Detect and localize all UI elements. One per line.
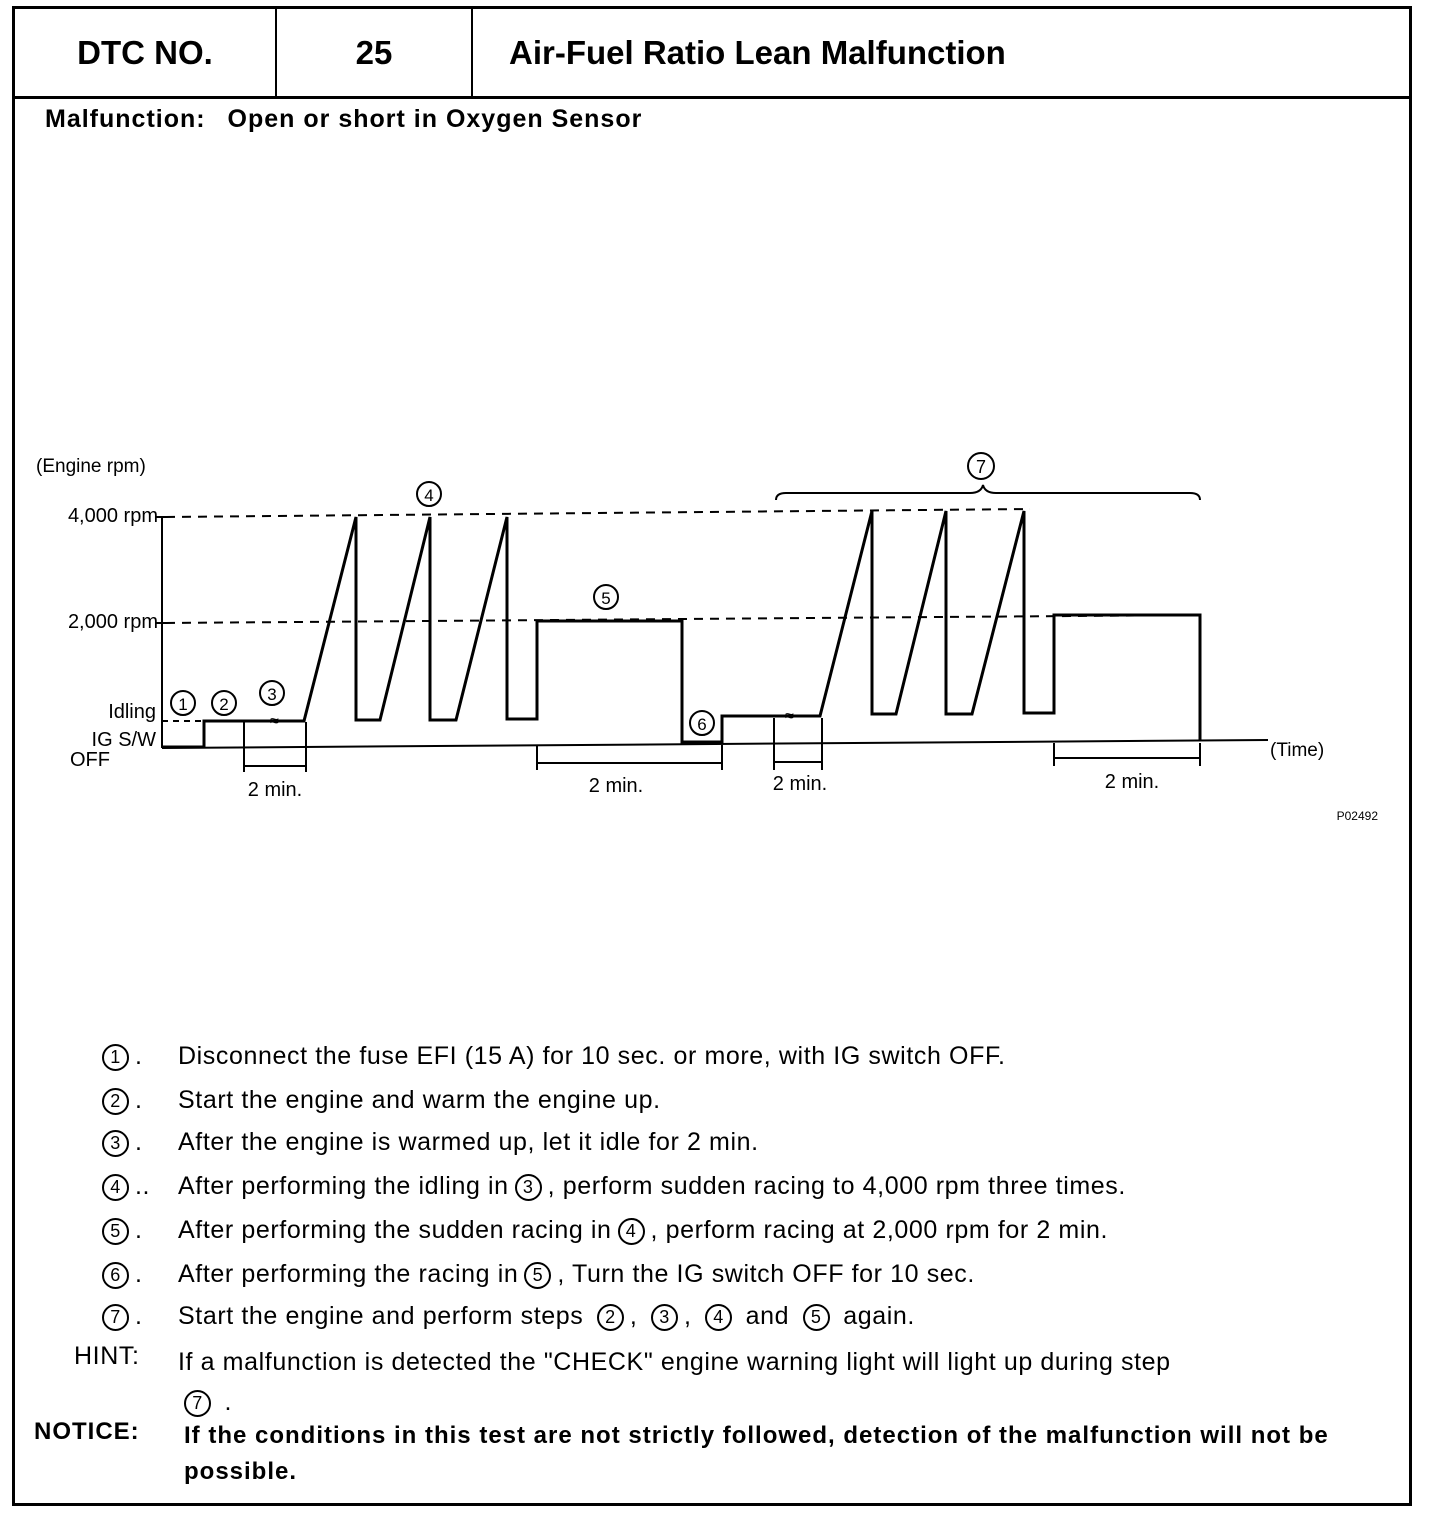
step-number-4: 4 xyxy=(102,1174,129,1201)
rpm-trace xyxy=(162,511,1200,747)
duration-bracket-4 xyxy=(1054,743,1200,766)
hint-step-ref: 7 xyxy=(184,1390,211,1417)
step-ref-5: 5 xyxy=(524,1262,551,1289)
step-number-7: 7 xyxy=(102,1304,129,1331)
malfunction-text: Open or short in Oxygen Sensor xyxy=(227,105,643,133)
y-tick-2000: 2,000 rpm xyxy=(67,611,158,633)
svg-text:4: 4 xyxy=(424,486,434,505)
y-axis-title: (Engine rpm) xyxy=(36,456,146,477)
dtc-number: 25 xyxy=(277,9,473,96)
y-tick-ig-sw: IG S/W xyxy=(91,729,156,751)
step-marker-2 xyxy=(212,691,236,715)
svg-text:5: 5 xyxy=(601,589,611,608)
step-number-1: 1 xyxy=(102,1044,129,1071)
step-text-2: Start the engine and warm the engine up. xyxy=(178,1086,661,1114)
step-text-7: Start the engine and perform steps 2 , 3 , 4 and 5 again. xyxy=(178,1302,915,1330)
notice-label: NOTICE: xyxy=(34,1418,140,1445)
svg-text:7: 7 xyxy=(975,457,987,477)
step-marker-6 xyxy=(690,711,714,735)
ref-line-4000 xyxy=(166,509,1030,517)
y-tick-off: OFF xyxy=(70,749,110,771)
y-tick-idling: Idling xyxy=(108,701,156,723)
dtc-label: DTC NO. xyxy=(15,9,277,96)
step-7-brace xyxy=(776,485,1200,500)
step-ref-3: 3 xyxy=(515,1174,542,1201)
malfunction-label: Malfunction: xyxy=(45,105,206,133)
step-text-5: After performing the sudden racing in 4 , perform racing at 2,000 rpm for 2 min. xyxy=(178,1216,1109,1244)
step-number-2: 2 xyxy=(102,1088,129,1115)
hint-text: If a malfunction is detected the "CHECK" engine warning light will light up during step 7 . xyxy=(178,1348,1171,1416)
step-ref-4: 4 xyxy=(618,1218,645,1245)
dtc-title: Air-Fuel Ratio Lean Malfunction xyxy=(509,33,1006,71)
step-number-6: 6 xyxy=(102,1262,129,1289)
break-mark-2: ≈ xyxy=(785,708,794,725)
svg-text:1: 1 xyxy=(178,695,188,714)
duration-label-2: 2 min. xyxy=(588,775,644,797)
step-number-3: 3 xyxy=(102,1130,129,1157)
x-axis-title: (Time) xyxy=(1270,740,1325,761)
y-tick-4000: 4,000 rpm xyxy=(67,505,158,527)
step-marker-7 xyxy=(968,453,994,479)
step-marker-3 xyxy=(260,681,284,705)
svg-text:6: 6 xyxy=(697,715,707,734)
duration-label-3: 2 min. xyxy=(772,773,828,795)
step-marker-5 xyxy=(594,585,618,609)
step-text-6: After performing the racing in 5 , Turn the IG switch OFF for 10 sec. xyxy=(178,1260,975,1288)
duration-label-4: 2 min. xyxy=(1104,771,1160,793)
step-marker-1 xyxy=(171,691,195,715)
figure-id: P02492 xyxy=(1336,809,1378,823)
step-text-1: Disconnect the fuse EFI (15 A) for 10 sec. or more, with IG switch OFF. xyxy=(178,1042,1006,1070)
step-number-5: 5 xyxy=(102,1218,129,1245)
step-marker-4 xyxy=(417,482,441,506)
step-text-3: After the engine is warmed up, let it idle for 2 min. xyxy=(178,1128,759,1156)
svg-text:2: 2 xyxy=(219,695,229,714)
break-mark-1: ≈ xyxy=(270,713,279,730)
duration-bracket-2 xyxy=(537,745,722,770)
duration-label-1: 2 min. xyxy=(247,779,303,801)
svg-text:3: 3 xyxy=(267,685,277,704)
hint-label: HINT: xyxy=(74,1342,140,1370)
step-text-4: After performing the idling in 3 , perform sudden racing to 4,000 rpm three times. xyxy=(178,1172,1126,1200)
notice-text: If the conditions in this test are not strictly followed, detection of the malfunction will not be possible. xyxy=(184,1422,1329,1485)
